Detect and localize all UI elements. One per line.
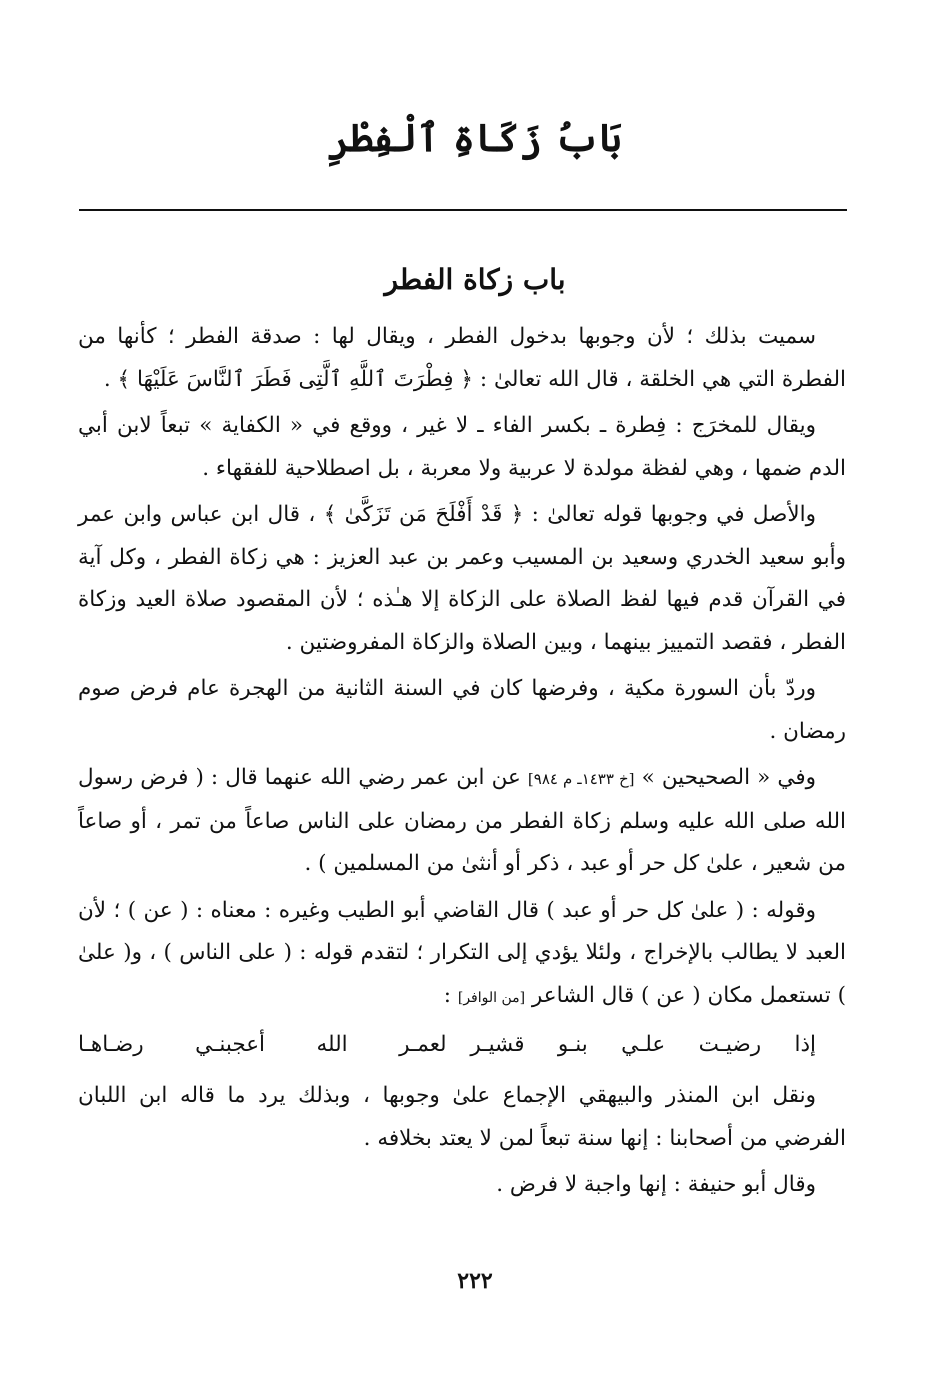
body-text [78, 316, 846, 1211]
hadith-reference: [خ ١٤٣٣ـ م ٩٨٤] [527, 770, 635, 788]
quran-verse-aflaha: ﴿ قَدْ أَفْلَحَ مَن تَزَكَّىٰ ﴾ [323, 502, 524, 527]
paragraph-3-text: ، قال ابن عباس وابن عمر وأبو سعيد الخدري وسعيد بن المسيب وعمر بن عبد العزيز : هي زكاة الفطر ، وكل آية في القرآن قدم فيها لفظ الصلاة على الزكاة إلا هـٰذه ؛ لأن المقصود صلاة العيد وزكاة الفطر ، فقصد التمييز بينهما ، وبين الصلاة والزكاة المفروضتين . [78, 502, 846, 655]
paragraph-6-text: وقوله : ( علىٰ كل حر أو عبد ) قال القاضي أبو الطيب وغيره : معناه : ( عن ) ؛ لأن العبد لا يطالب بالإخراج ، ولئلا يؤدي إلى التكرار ؛ لتقدم قوله : ( على الناس ) ، و( علىٰ ) تستعمل مكان ( عن ) قال الشاعر [78, 897, 846, 1008]
paragraph-3 [78, 494, 846, 664]
header-divider [79, 209, 847, 211]
paragraph-6-end: : [443, 982, 458, 1008]
paragraph-6 [78, 890, 846, 1020]
paragraph-4: وردّ بأن السورة مكية ، وفرضها كان في السنة الثانية من الهجرة عام فرض صوم رمضان . [78, 676, 846, 744]
paragraph-1-end: . [103, 366, 118, 392]
chapter-header-title: بَابُ زَكَاةِ ٱلْفِطْرِ [328, 115, 622, 160]
paragraph-8: وقال أبو حنيفة : إنها واجبة لا فرض . [496, 1172, 816, 1197]
paragraph-5-start: وفي « الصحيحين » [634, 765, 817, 790]
poetic-meter-label: [من الوافر] [457, 989, 526, 1006]
section-title: باب زكاة الفطر [384, 263, 566, 296]
poem-second-hemistich: لعمـر الله أعجبنـي رضـاهـا [78, 1032, 447, 1057]
paragraph-1 [78, 316, 846, 401]
page-number: ٢٢٢ [457, 1268, 493, 1294]
paragraph-7: ونقل ابن المنذر والبيهقي الإجماع علىٰ وجوبها ، وبذلك يرد ما قاله ابن اللبان الفرضي من أصحابنا : إنها سنة تبعاً لمن لا يعتد بخلافه . [78, 1083, 846, 1151]
poem-first-hemistich: إذا رضيـت علـي بنـو قشيـر [470, 1032, 816, 1057]
paragraph-5-text: عن ابن عمر رضي الله عنهما قال : ( فرض رسول الله صلى الله عليه وسلم زكاة الفطر من رمضان على الناس صاعاً من تمر ، أو صاعاً من شعير ، علىٰ كل حر أو عبد ، ذكر أو أنثىٰ من المسلمين ) . [78, 765, 846, 876]
paragraph-1-text: سميت بذلك ؛ لأن وجوبها بدخول الفطر ، ويقال لها : صدقة الفطر ؛ كأنها من الفطرة التي هي الخلقة ، قال الله تعالىٰ : [78, 324, 846, 392]
paragraph-2: ويقال للمخرَج : فِطرة ـ بكسر الفاء ـ لا غير ، ووقع في « الكفاية » تبعاً لابن أبي الدم ضمها ، وهي لفظة مولدة لا عربية ولا معربة ، بل اصطلاحية للفقهاء . [78, 413, 846, 481]
paragraph-5 [78, 757, 846, 886]
poem-verse [78, 1023, 846, 1067]
quran-verse-fitra: ﴿ فِطْرَتَ ٱللَّهِ ٱلَّتِى فَطَرَ ٱلنَّاسَ عَلَيْهَا ﴾ [117, 366, 474, 392]
paragraph-3-start: والأصل في وجوبها قوله تعالىٰ : [523, 502, 816, 527]
